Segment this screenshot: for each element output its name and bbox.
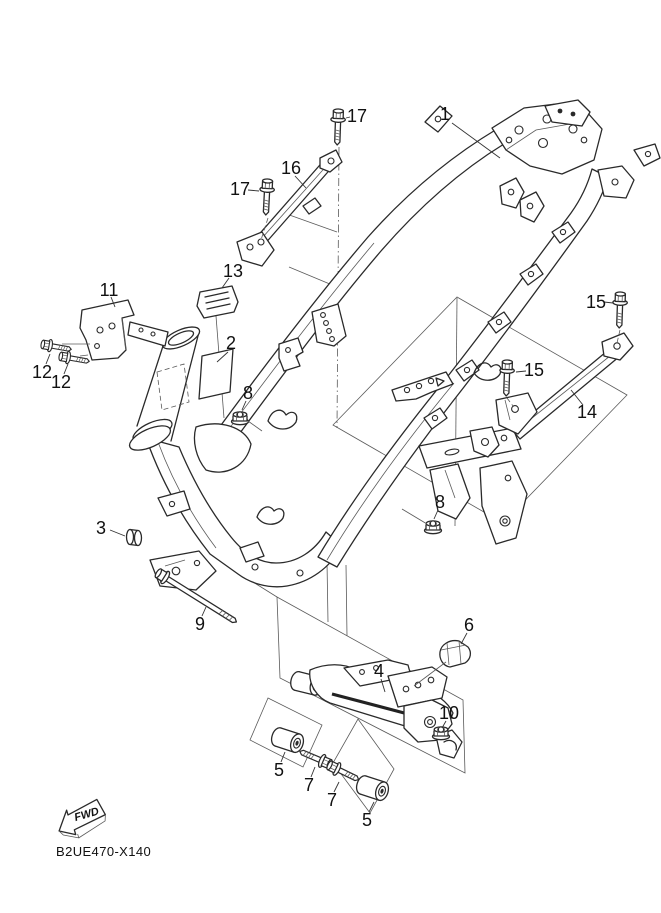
fwd-arrow xyxy=(54,798,110,842)
part-callout-7a: 7 xyxy=(303,775,315,795)
part-14-stay-bar xyxy=(496,333,633,439)
part-callout-3: 3 xyxy=(95,518,107,538)
part-callout-4: 4 xyxy=(373,661,385,681)
part-callout-17a: 17 xyxy=(229,179,251,199)
part-callout-13: 13 xyxy=(222,261,244,281)
part-callout-6: 6 xyxy=(463,615,475,635)
part-17-bolt-top xyxy=(330,109,346,145)
part-callout-12a: 12 xyxy=(31,362,53,382)
part-3-plug xyxy=(127,530,142,546)
part-1-main-frame xyxy=(126,100,660,590)
part-callout-8b: 8 xyxy=(434,492,446,512)
part-callout-1: 1 xyxy=(439,104,451,124)
part-8-nut-right xyxy=(402,509,442,534)
part-callout-5b: 5 xyxy=(361,810,373,830)
part-5-bushing-front xyxy=(269,726,305,754)
part-11-bracket xyxy=(80,300,134,360)
part-callout-7b: 7 xyxy=(326,790,338,810)
part-callout-2: 2 xyxy=(225,333,237,353)
part-callout-17b: 17 xyxy=(346,106,368,126)
part-callout-8a: 8 xyxy=(242,383,254,403)
part-2-emission-label xyxy=(199,349,233,399)
part-13-damper xyxy=(197,286,238,318)
part-callout-9: 9 xyxy=(194,614,206,634)
callout-leader-3 xyxy=(110,530,125,536)
part-callout-16: 16 xyxy=(280,158,302,178)
part-7-bolt-rear xyxy=(325,758,362,785)
part-callout-5a: 5 xyxy=(273,760,285,780)
part-5-bushing-rear xyxy=(354,774,390,802)
diagram-code: B2UE470-X140 xyxy=(56,844,152,859)
part-callout-15b: 15 xyxy=(585,292,607,312)
part-12-bolt-lower xyxy=(58,350,90,367)
part-callout-14: 14 xyxy=(576,402,598,422)
part-callout-11: 11 xyxy=(99,280,119,300)
part-callout-10: 10 xyxy=(438,703,460,723)
part-callout-15a: 15 xyxy=(523,360,545,380)
fwd-arrow-label: FWD xyxy=(72,805,101,825)
part-10-nut xyxy=(433,727,450,740)
part-callout-12b: 12 xyxy=(50,372,72,392)
